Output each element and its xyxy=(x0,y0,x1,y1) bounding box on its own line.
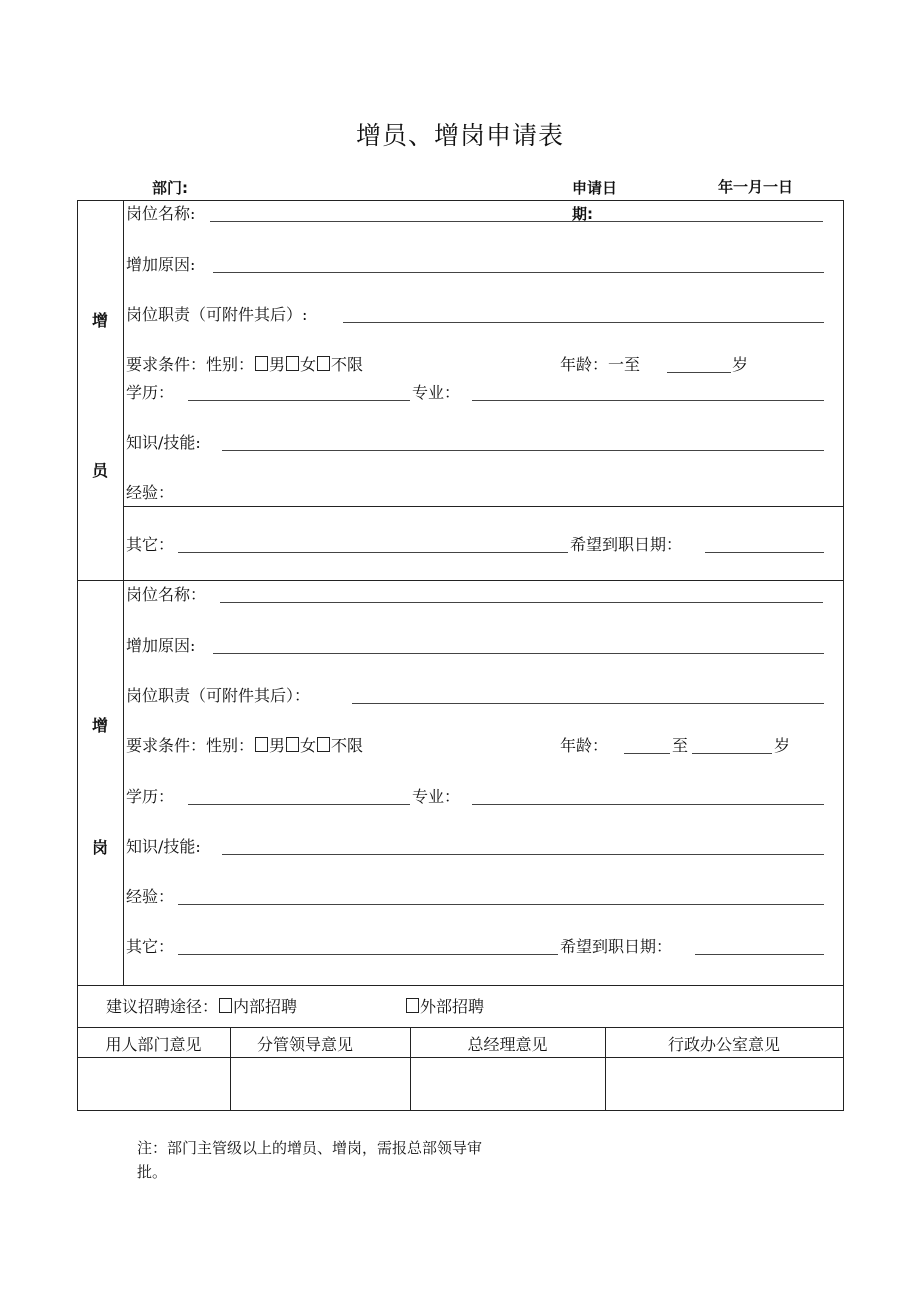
s2-female-label: 女 xyxy=(300,736,317,755)
section1-inner-divider xyxy=(123,506,843,507)
table-right-border xyxy=(843,200,844,1110)
s1-male-checkbox[interactable] xyxy=(255,356,268,371)
s2-increase-reason-label: 增加原因: xyxy=(126,636,196,655)
s2-age-label: 年龄： xyxy=(560,736,609,755)
apply-date-label-cont: 期: xyxy=(572,205,593,223)
s2-requirements-label: 要求条件：性别： xyxy=(126,736,255,755)
opinion-cell-leader[interactable] xyxy=(231,1058,410,1110)
s2-male-checkbox[interactable] xyxy=(255,737,268,752)
s1-expected-date-field[interactable] xyxy=(705,552,824,553)
opinion-top-border xyxy=(77,1027,843,1028)
s2-expected-date-field[interactable] xyxy=(695,954,824,955)
section1-side-label-top: 增 xyxy=(91,311,108,330)
s1-expected-date-label: 希望到职日期： xyxy=(570,535,683,554)
s2-female-checkbox[interactable] xyxy=(286,737,299,752)
s2-experience-label: 经验： xyxy=(126,887,175,906)
s1-experience-label: 经验： xyxy=(126,483,175,502)
s1-male-label: 男 xyxy=(269,355,286,374)
s2-increase-reason-field[interactable] xyxy=(213,653,824,654)
s2-experience-field[interactable] xyxy=(178,904,824,905)
s1-position-name-label: 岗位名称: xyxy=(126,204,196,223)
opinion-cell-gm[interactable] xyxy=(411,1058,605,1110)
recruit-top-border xyxy=(77,985,843,986)
s1-requirements-label: 要求条件：性别： xyxy=(126,355,255,374)
opinion-header-admin: 行政办公室意见 xyxy=(667,1035,780,1054)
apply-date-value: 年一月一日 xyxy=(718,178,794,196)
s1-unlimited-label: 不限 xyxy=(331,355,364,374)
s2-age-from-field[interactable] xyxy=(624,753,670,754)
s1-knowledge-field[interactable] xyxy=(222,450,824,451)
s2-age-unit: 岁 xyxy=(774,736,791,755)
s1-education-label: 学历： xyxy=(126,383,175,402)
external-recruit-checkbox[interactable] xyxy=(406,998,419,1013)
s2-major-field[interactable] xyxy=(472,804,824,805)
s2-knowledge-label: 知识/技能: xyxy=(126,837,201,856)
s1-position-name-field[interactable] xyxy=(210,221,823,222)
s2-age-to-field[interactable] xyxy=(692,753,772,754)
s1-age-unit: 岁 xyxy=(732,355,749,374)
recruit-row xyxy=(106,997,297,1017)
table-left-border xyxy=(77,200,78,1110)
s1-age-to-field[interactable] xyxy=(667,372,731,373)
s2-requirements-row xyxy=(126,736,363,756)
s1-duties-field[interactable] xyxy=(343,322,824,323)
s2-position-name-label: 岗位名称： xyxy=(126,585,207,604)
s2-duties-label: 岗位职责（可附件其后）： xyxy=(126,686,311,705)
section2-side-label-bottom: 岗 xyxy=(91,838,108,857)
s1-age-label: 年龄：一至 xyxy=(560,355,641,374)
opinion-header-leader: 分管领导意见 xyxy=(256,1035,353,1054)
s1-increase-reason-field[interactable] xyxy=(213,272,824,273)
external-recruit-option xyxy=(405,997,484,1017)
internal-recruit-label: 内部招聘 xyxy=(233,997,298,1016)
recruit-label: 建议招聘途径： xyxy=(106,997,219,1016)
s2-unlimited-label: 不限 xyxy=(331,736,364,755)
section2-side-label-top: 增 xyxy=(91,716,108,735)
s2-male-label: 男 xyxy=(269,736,286,755)
s2-age-to-label: 至 xyxy=(672,736,689,755)
internal-recruit-checkbox[interactable] xyxy=(219,998,232,1013)
s2-unlimited-checkbox[interactable] xyxy=(317,737,330,752)
external-recruit-label: 外部招聘 xyxy=(420,997,485,1016)
s1-major-field[interactable] xyxy=(472,400,824,401)
s1-duties-label: 岗位职责（可附件其后）: xyxy=(126,305,308,324)
s1-female-checkbox[interactable] xyxy=(286,356,299,371)
section1-side-label-bottom: 员 xyxy=(91,461,108,480)
opinion-cell-admin[interactable] xyxy=(606,1058,843,1110)
s2-education-field[interactable] xyxy=(188,804,410,805)
s1-knowledge-label: 知识/技能: xyxy=(126,433,201,452)
s2-major-label: 专业： xyxy=(412,787,461,806)
footnote-line-2: 批。 xyxy=(137,1163,168,1181)
table-top-border xyxy=(77,200,843,201)
s2-expected-date-label: 希望到职日期： xyxy=(560,937,673,956)
table-bottom-border xyxy=(77,1110,844,1111)
s1-education-field[interactable] xyxy=(188,400,410,401)
section-divider xyxy=(77,580,843,581)
department-label: 部门: xyxy=(152,179,188,197)
page-title: 增员、增岗申请表 xyxy=(355,121,564,150)
s1-female-label: 女 xyxy=(300,355,317,374)
s2-duties-field[interactable] xyxy=(352,703,824,704)
s1-requirements-row xyxy=(126,355,363,375)
opinion-cell-dept[interactable] xyxy=(78,1058,230,1110)
s2-position-name-field[interactable] xyxy=(220,602,823,603)
side-column-divider xyxy=(123,200,124,985)
opinion-header-dept: 用人部门意见 xyxy=(105,1035,202,1054)
s2-other-field[interactable] xyxy=(178,954,558,955)
s1-increase-reason-label: 增加原因: xyxy=(126,255,196,274)
s1-unlimited-checkbox[interactable] xyxy=(317,356,330,371)
s2-other-label: 其它： xyxy=(126,937,175,956)
apply-date-label: 申请日 xyxy=(572,179,618,197)
s1-other-field[interactable] xyxy=(178,552,568,553)
s1-other-label: 其它： xyxy=(126,535,175,554)
opinion-header-gm: 总经理意见 xyxy=(467,1035,548,1054)
s1-major-label: 专业： xyxy=(412,383,461,402)
footnote-line-1: 注：部门主管级以上的增员、增岗，需报总部领导审 xyxy=(137,1139,483,1157)
s2-education-label: 学历： xyxy=(126,787,175,806)
s2-knowledge-field[interactable] xyxy=(222,854,824,855)
